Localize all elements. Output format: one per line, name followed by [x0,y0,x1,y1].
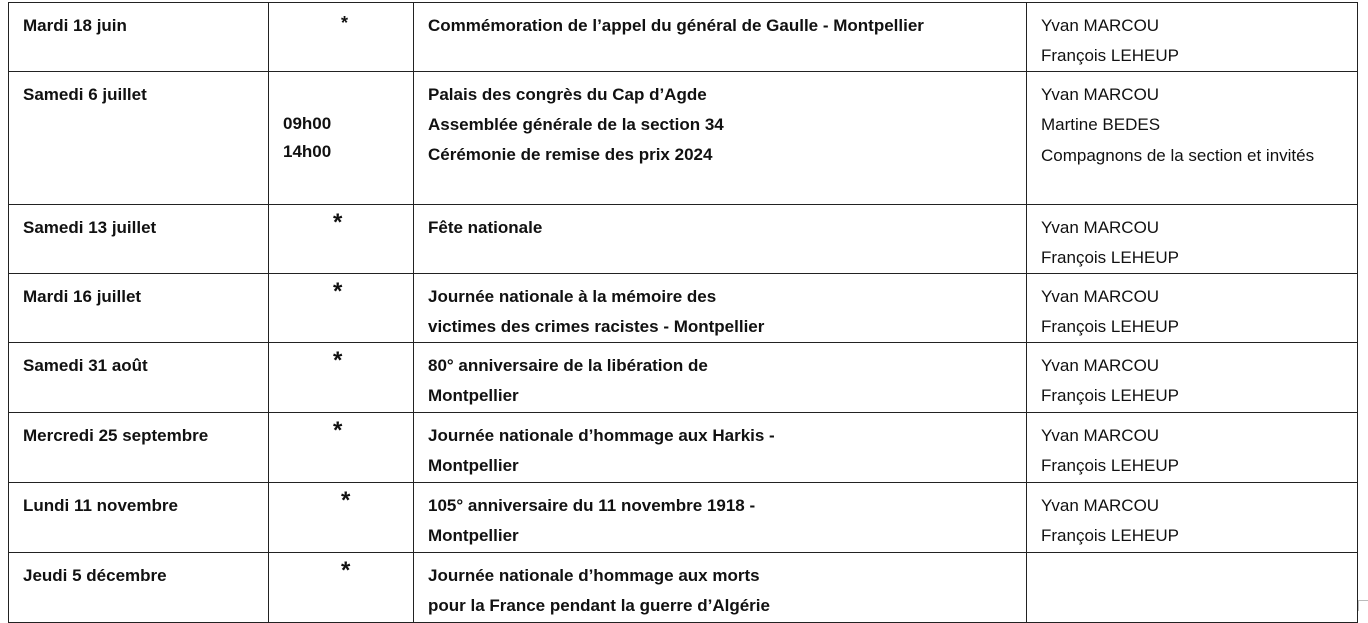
event-line: Journée nationale d’hommage aux Harkis - [428,426,775,445]
participant-name: Martine BEDES [1041,115,1161,134]
time-cell [269,3,414,72]
table-row [9,483,1358,553]
participant-name: François LEHEUP [1041,46,1179,65]
event-line: Fête nationale [428,218,543,237]
event-line: Commémoration de l’appel du général de Gaulle - Montpellier [428,16,924,35]
time-cell [269,205,414,274]
event-cell [414,413,1027,483]
participant-name: François LEHEUP [1041,456,1179,475]
asterisk-mark: * [333,417,343,444]
date-cell [9,72,269,205]
participants-cell [1027,413,1358,483]
asterisk-mark: * [341,557,351,584]
asterisk-mark: * [333,209,343,236]
event-line: Assemblée générale de la section 34 [428,115,724,134]
date-text: Mercredi 25 septembre [23,426,209,445]
asterisk-mark: * [333,347,343,374]
date-text: Mardi 16 juillet [23,287,142,306]
participant-name: Yvan MARCOU [1041,356,1160,375]
date-cell [9,343,269,413]
date-cell [9,553,269,623]
time-cell [269,553,414,623]
event-cell [414,483,1027,553]
date-text: Samedi 13 juillet [23,218,157,237]
date-cell [9,205,269,274]
date-cell [9,3,269,72]
event-line: Montpellier [428,386,519,405]
participants-cell [1027,274,1358,343]
time-cell [269,72,414,205]
page-corner-mark [1358,600,1368,611]
participant-name: Compagnons de la section et invités [1041,146,1315,165]
date-text: Lundi 11 novembre [23,496,178,515]
time-value: 09h00 [283,114,332,133]
date-cell [9,274,269,343]
event-line: pour la France pendant la guerre d’Algérie [428,596,770,615]
participants-cell [1027,483,1358,553]
table-row [9,3,1358,72]
participant-name: Yvan MARCOU [1041,16,1160,35]
time-cell [269,413,414,483]
event-line: 80° anniversaire de la libération de [428,356,708,375]
date-text: Samedi 6 juillet [23,85,147,104]
table-row [9,274,1358,343]
date-text: Samedi 31 août [23,356,148,375]
asterisk-mark: * [341,487,351,514]
date-text: Jeudi 5 décembre [23,566,167,585]
participant-name: Yvan MARCOU [1041,287,1160,306]
table-row [9,413,1358,483]
event-cell [414,72,1027,205]
asterisk-mark: * [341,13,349,33]
event-cell [414,343,1027,413]
event-line: Journée nationale d’hommage aux morts [428,566,760,585]
date-text: Mardi 18 juin [23,16,127,35]
participant-name: François LEHEUP [1041,386,1179,405]
date-cell [9,483,269,553]
participant-name: Yvan MARCOU [1041,426,1160,445]
asterisk-mark: * [333,278,343,305]
participant-name: Yvan MARCOU [1041,218,1160,237]
participant-name: François LEHEUP [1041,248,1179,267]
event-cell [414,3,1027,72]
event-line: Cérémonie de remise des prix 2024 [428,145,713,164]
date-cell [9,413,269,483]
event-line: Journée nationale à la mémoire des [428,287,717,306]
participant-name: Yvan MARCOU [1041,496,1160,515]
participant-name: François LEHEUP [1041,526,1179,545]
event-line: 105° anniversaire du 11 novembre 1918 - [428,496,756,515]
participants-cell [1027,3,1358,72]
table-row [9,553,1358,623]
time-cell [269,343,414,413]
table-row [9,72,1358,205]
participants-cell [1027,205,1358,274]
table-row [9,343,1358,413]
event-line: Palais des congrès du Cap d’Agde [428,85,707,104]
participants-cell [1027,72,1358,205]
event-cell [414,205,1027,274]
participant-name: Yvan MARCOU [1041,85,1160,104]
time-cell [269,483,414,553]
participants-cell [1027,343,1358,413]
event-line: Montpellier [428,456,519,475]
time-value: 14h00 [283,142,332,161]
table-row [9,205,1358,274]
event-cell [414,274,1027,343]
participant-name: François LEHEUP [1041,317,1179,336]
event-cell [414,553,1027,623]
event-line: Montpellier [428,526,519,545]
event-line: victimes des crimes racistes - Montpellier [428,317,765,336]
time-cell [269,274,414,343]
agenda-table [8,2,1358,623]
participants-cell [1027,553,1358,623]
